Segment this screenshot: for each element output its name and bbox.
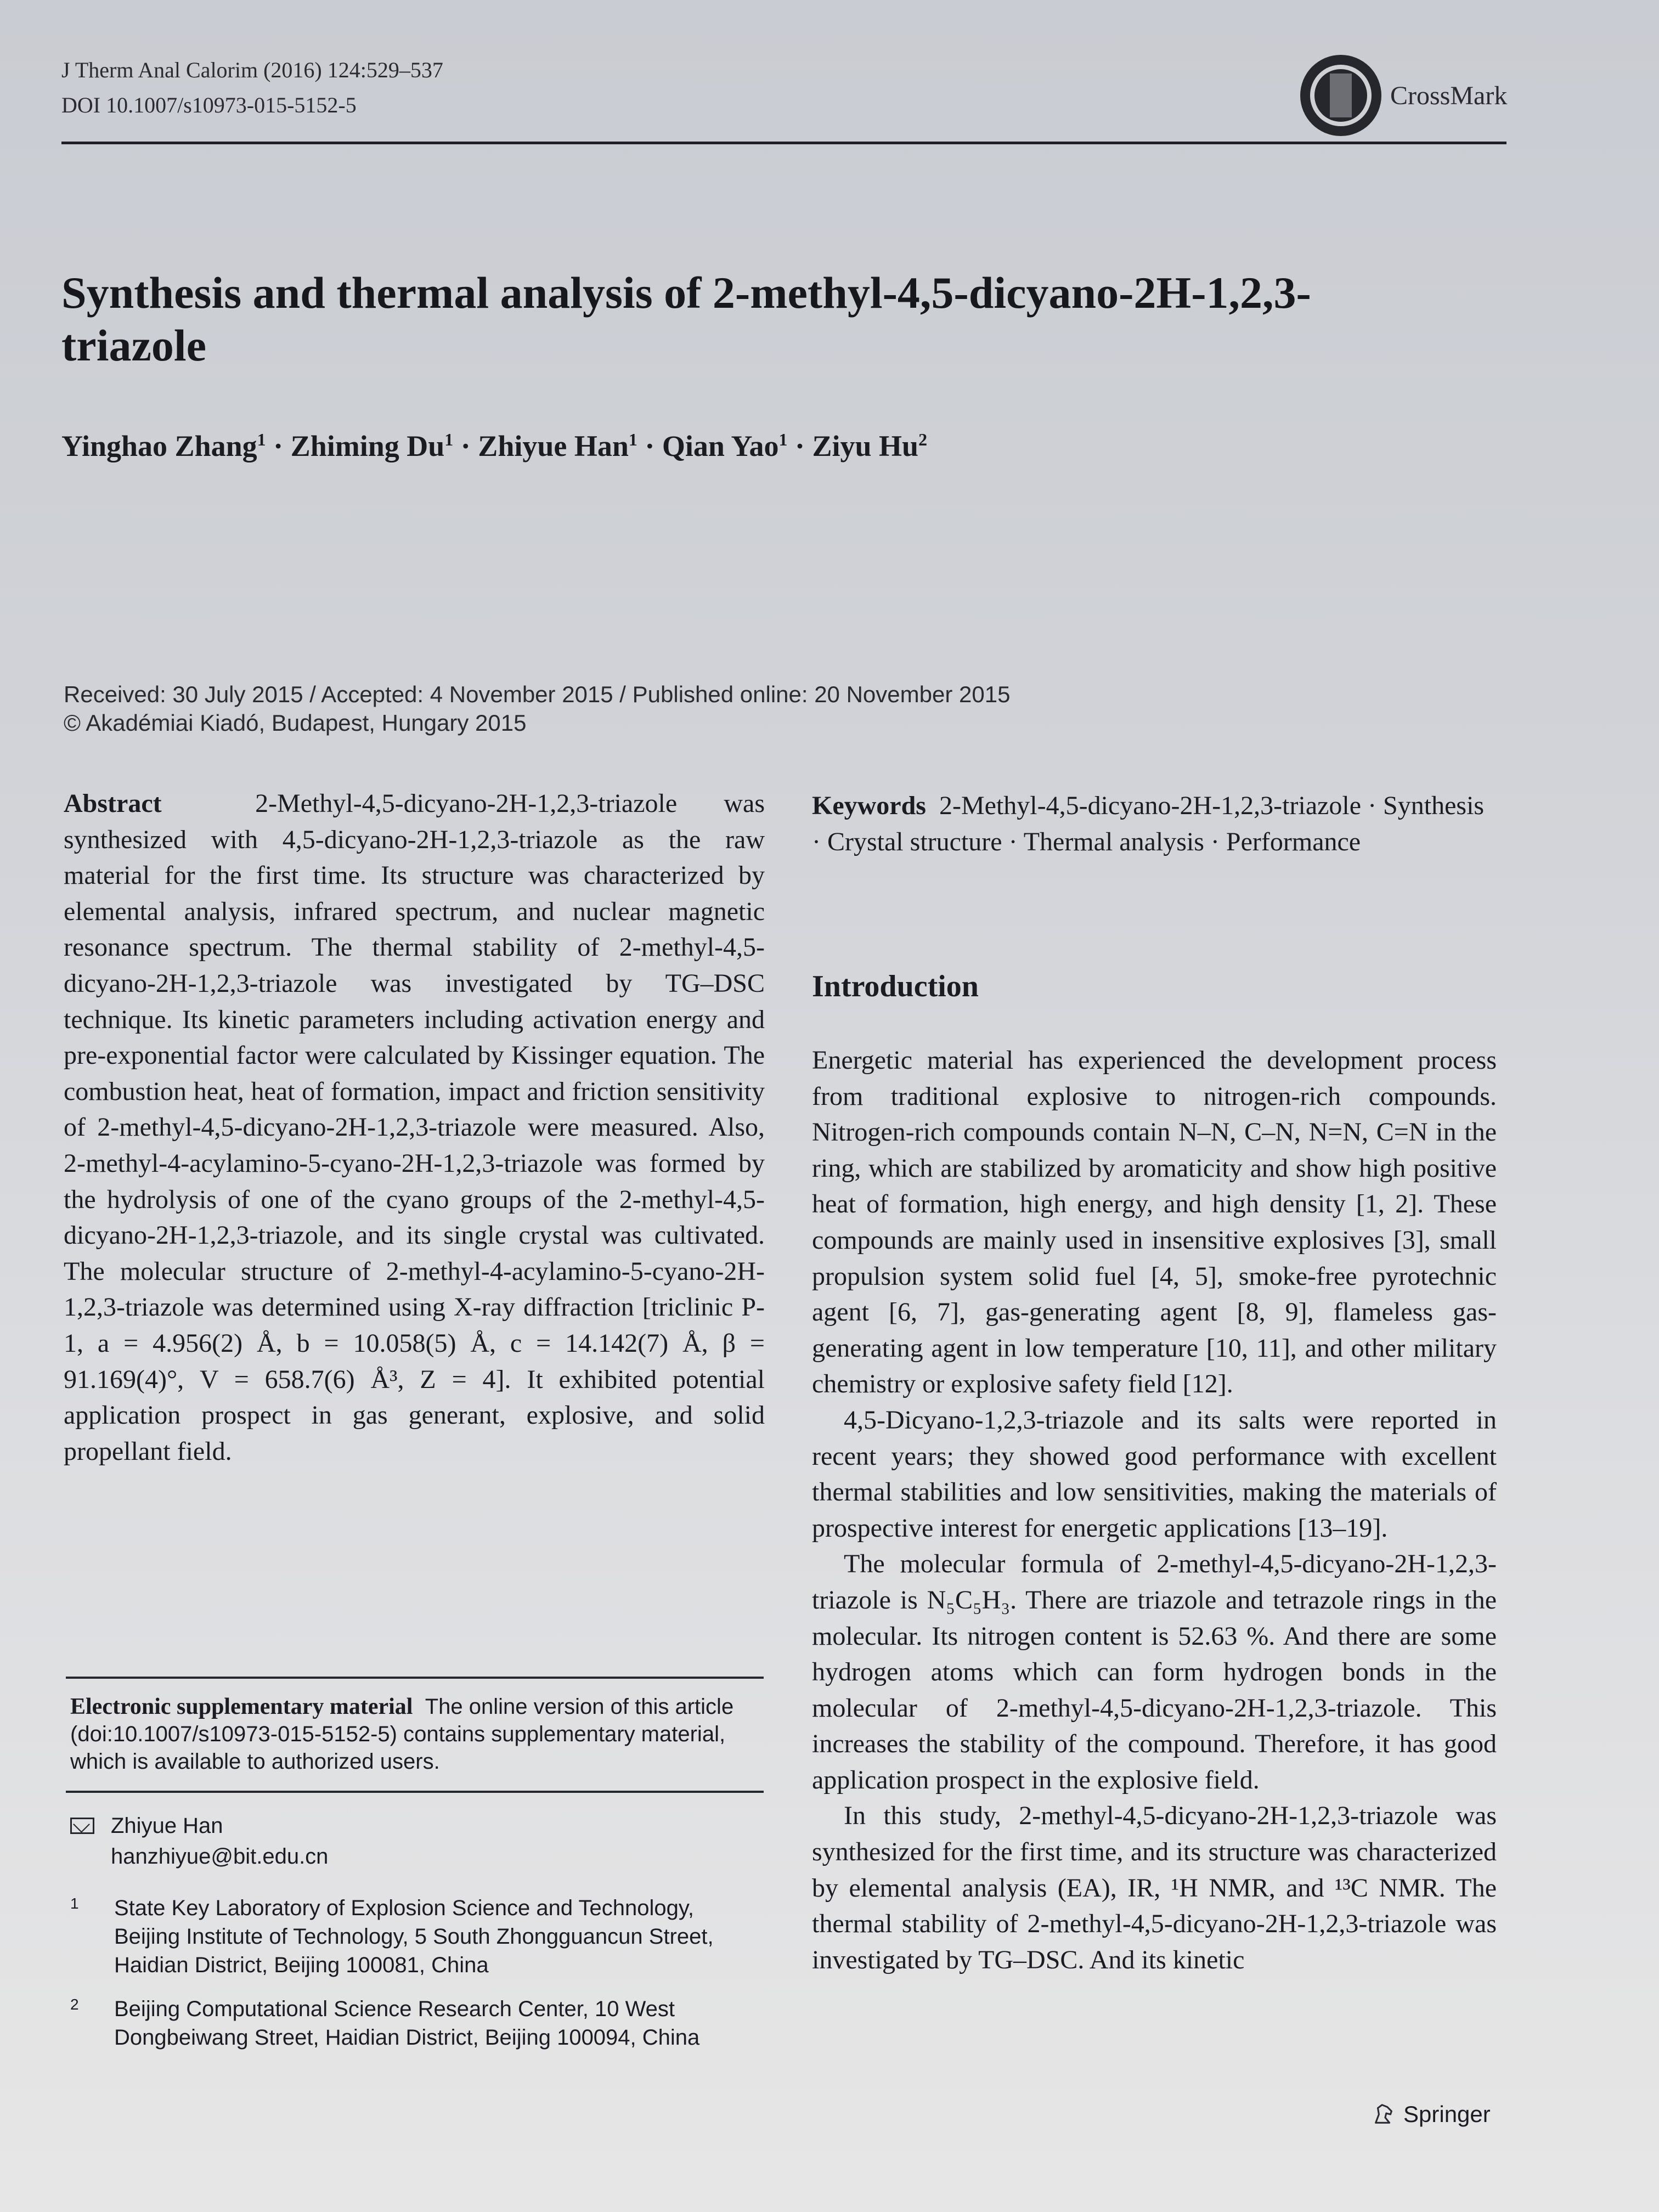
affiliation-item xyxy=(70,1995,751,2052)
doi-line: DOI 10.1007/s10973-015-5152-5 xyxy=(61,93,357,117)
author-list: Yinghao Zhang$^1$ · Zhiming $Du^1$ · Zhiyue Han$^1$ · Qian Yao$^1$ · Ziyu Hu$^2$ xyxy=(61,430,928,462)
author-name: Qian Yao xyxy=(662,430,779,462)
author-affiliation-marker: 1 xyxy=(257,430,266,449)
abstract-text: 2-Methyl-4,5-dicyano-2H-1,2,3-triazole was synthesized with 4,5-dicyano-2H-1,2,3-triazole as the raw material for the first time. Its structure was characterized by elemental analysis, infrared spectrum, and nuclear magnetic resonance spectrum. The thermal stability of 2-methyl-4,5-dicyano-2H-1,2,3-triazole was investigated by TG–DSC technique. Its kinetic parameters including activation energy and pre-exponential factor were calculated by Kissinger equation. The combustion heat, heat of formation, impact and friction sensitivity of 2-methyl-4,5-dicyano-2H-1,2,3-triazole were measured. Also, 2-methyl-4-acylamino-5-cyano-2H-1,2,3-triazole was formed by the hydrolysis of one of the cyano groups of the 2-methyl-4,5-dicyano-2H-1,2,3-triazole, and its single crystal was cultivated. The molecular structure of 2-methyl-4-acylamino-5-cyano-2H-1,2,3-triazole was determined using X-ray diffraction [triclinic P-1, a = 4.956(2) Å, b = 10.058(5) Å, c = 14.142(7) Å, β = 91.169(4)°, V = 658.7(6) Å³, Z = 4]. It exhibited potential application prospect in gas generant, explosive, and solid propellant field. xyxy=(64,789,765,1466)
footnote-divider-top xyxy=(66,1677,764,1679)
author-affiliation-marker: 1 xyxy=(444,430,454,449)
affiliation-text: Beijing Computational Science Research Center, 10 West Dongbeiwang Street, Haidian District, Beijing 100094, China xyxy=(114,1997,700,2050)
corresponding-author xyxy=(70,1810,328,1872)
author-name: Zhiming Du xyxy=(290,430,445,462)
affiliation-text: State Key Laboratory of Explosion Science and Technology, Beijing Institute of Technology, 5 South Zhongguancun Street, Haidian District, Beijing 100081, China xyxy=(114,1896,714,1977)
author-name: Zhiyue Han xyxy=(478,430,629,462)
author-affiliation-marker: 1 xyxy=(778,430,788,449)
keywords-section xyxy=(812,788,1497,860)
introduction-paragraph: In this study, 2-methyl-4,5-dicyano-2H-1,2,3-triazole was synthesized for the first time, and its structure was characterized by elemental analysis (EA), IR, ¹H NMR, and ¹³C NMR. The thermal stability of 2-methyl-4,5-dicyano-2H-1,2,3-triazole was investigated by TG–DSC. And its kinetic xyxy=(812,1801,1497,1974)
contact-name: Zhiyue Han xyxy=(111,1814,223,1838)
journal-reference: J Therm Anal Calorim (2016) 124:529–537 xyxy=(61,58,443,82)
publisher-name: Springer xyxy=(1403,2101,1491,2127)
introduction-body xyxy=(812,1042,1497,1978)
introduction-paragraph: The molecular formula of 2-methyl-4,5-dicyano-2H-1,2,3-triazole is N₅C₅H₃. There are triazole and tetrazole rings in the molecular. Its nitrogen content is 52.63 %. And there are some hydrogen atoms which can form hydrogen bonds in the molecular of 2-methyl-4,5-dicyano-2H-1,2,3-triazole. This increases the stability of the compound. Therefore, it has good application prospect in the explosive field. xyxy=(812,1549,1497,1795)
introduction-paragraph: 4,5-Dicyano-1,2,3-triazole and its salts were reported in recent years; they showed good performance with excellent thermal stabilities and low sensitivities, making the materials of prospective interest for energetic applications [13–19]. xyxy=(812,1405,1497,1543)
abstract-section xyxy=(64,786,765,1469)
copyright-notice: © Akadémiai Kiadó, Budapest, Hungary 2015 xyxy=(64,710,527,736)
crossmark-logo-icon xyxy=(1300,55,1381,136)
author-affiliation-marker: 1 xyxy=(628,430,637,449)
author-affiliation-marker: 2 xyxy=(918,430,928,449)
supplementary-material-note xyxy=(70,1693,751,1775)
publication-dates: Received: 30 July 2015 / Accepted: 4 November 2015 / Published online: 20 November 2015 xyxy=(64,681,1011,707)
crossmark-badge[interactable] xyxy=(1300,55,1507,136)
introduction-paragraph: Energetic material has experienced the development process from traditional explosive to nitrogen-rich compounds. Nitrogen-rich compounds contain N–N, C–N, N=N, C=N in the ring, which are stabilized by aromaticity and show high positive heat of formation, high energy, and high density [1, 2]. These compounds are mainly used in insensitive explosives [3], small propulsion system solid fuel [4, 5], smoke-free pyrotechnic agent [6, 7], gas-generating agent [8, 9], flameless gas-generating agent in low temperature [10, 11], and other military chemistry or explosive safety field [12]. xyxy=(812,1046,1497,1399)
footnote-divider-bottom xyxy=(66,1791,764,1793)
author-name: Yinghao Zhang xyxy=(61,430,257,462)
esm-text: The online version of this article (doi:10.1007/s10973-015-5152-5) contains supplementary material, which is available to authorized users. xyxy=(70,1695,734,1774)
affiliation-item xyxy=(70,1894,751,1979)
affiliation-number: 1 xyxy=(70,1895,79,1912)
affiliation-number: 2 xyxy=(70,1996,79,2013)
crossmark-label: CrossMark xyxy=(1390,81,1508,110)
keywords-heading: Keywords xyxy=(812,791,926,820)
keywords-paragraph xyxy=(812,788,1497,860)
introduction-heading: Introduction xyxy=(812,969,979,1003)
author-name: Ziyu Hu xyxy=(812,430,919,462)
publisher-logo xyxy=(1372,2101,1491,2128)
esm-heading: Electronic supplementary material xyxy=(70,1694,413,1719)
contact-email[interactable]: hanzhiyue@bit.edu.cn xyxy=(111,1844,329,1869)
springer-horse-icon xyxy=(1372,2102,1397,2127)
article-title: Synthesis and thermal analysis of 2-methyl-4,5-dicyano-2H-1,2,3-triazole xyxy=(61,268,1311,370)
abstract-heading: Abstract xyxy=(64,789,162,818)
abstract-paragraph xyxy=(64,786,765,1469)
envelope-icon xyxy=(70,1818,94,1834)
header-divider xyxy=(61,142,1506,144)
keywords-text: 2-Methyl-4,5-dicyano-2H-1,2,3-triazole · Synthesis · Crystal structure · Thermal analysis · Performance xyxy=(812,791,1485,856)
